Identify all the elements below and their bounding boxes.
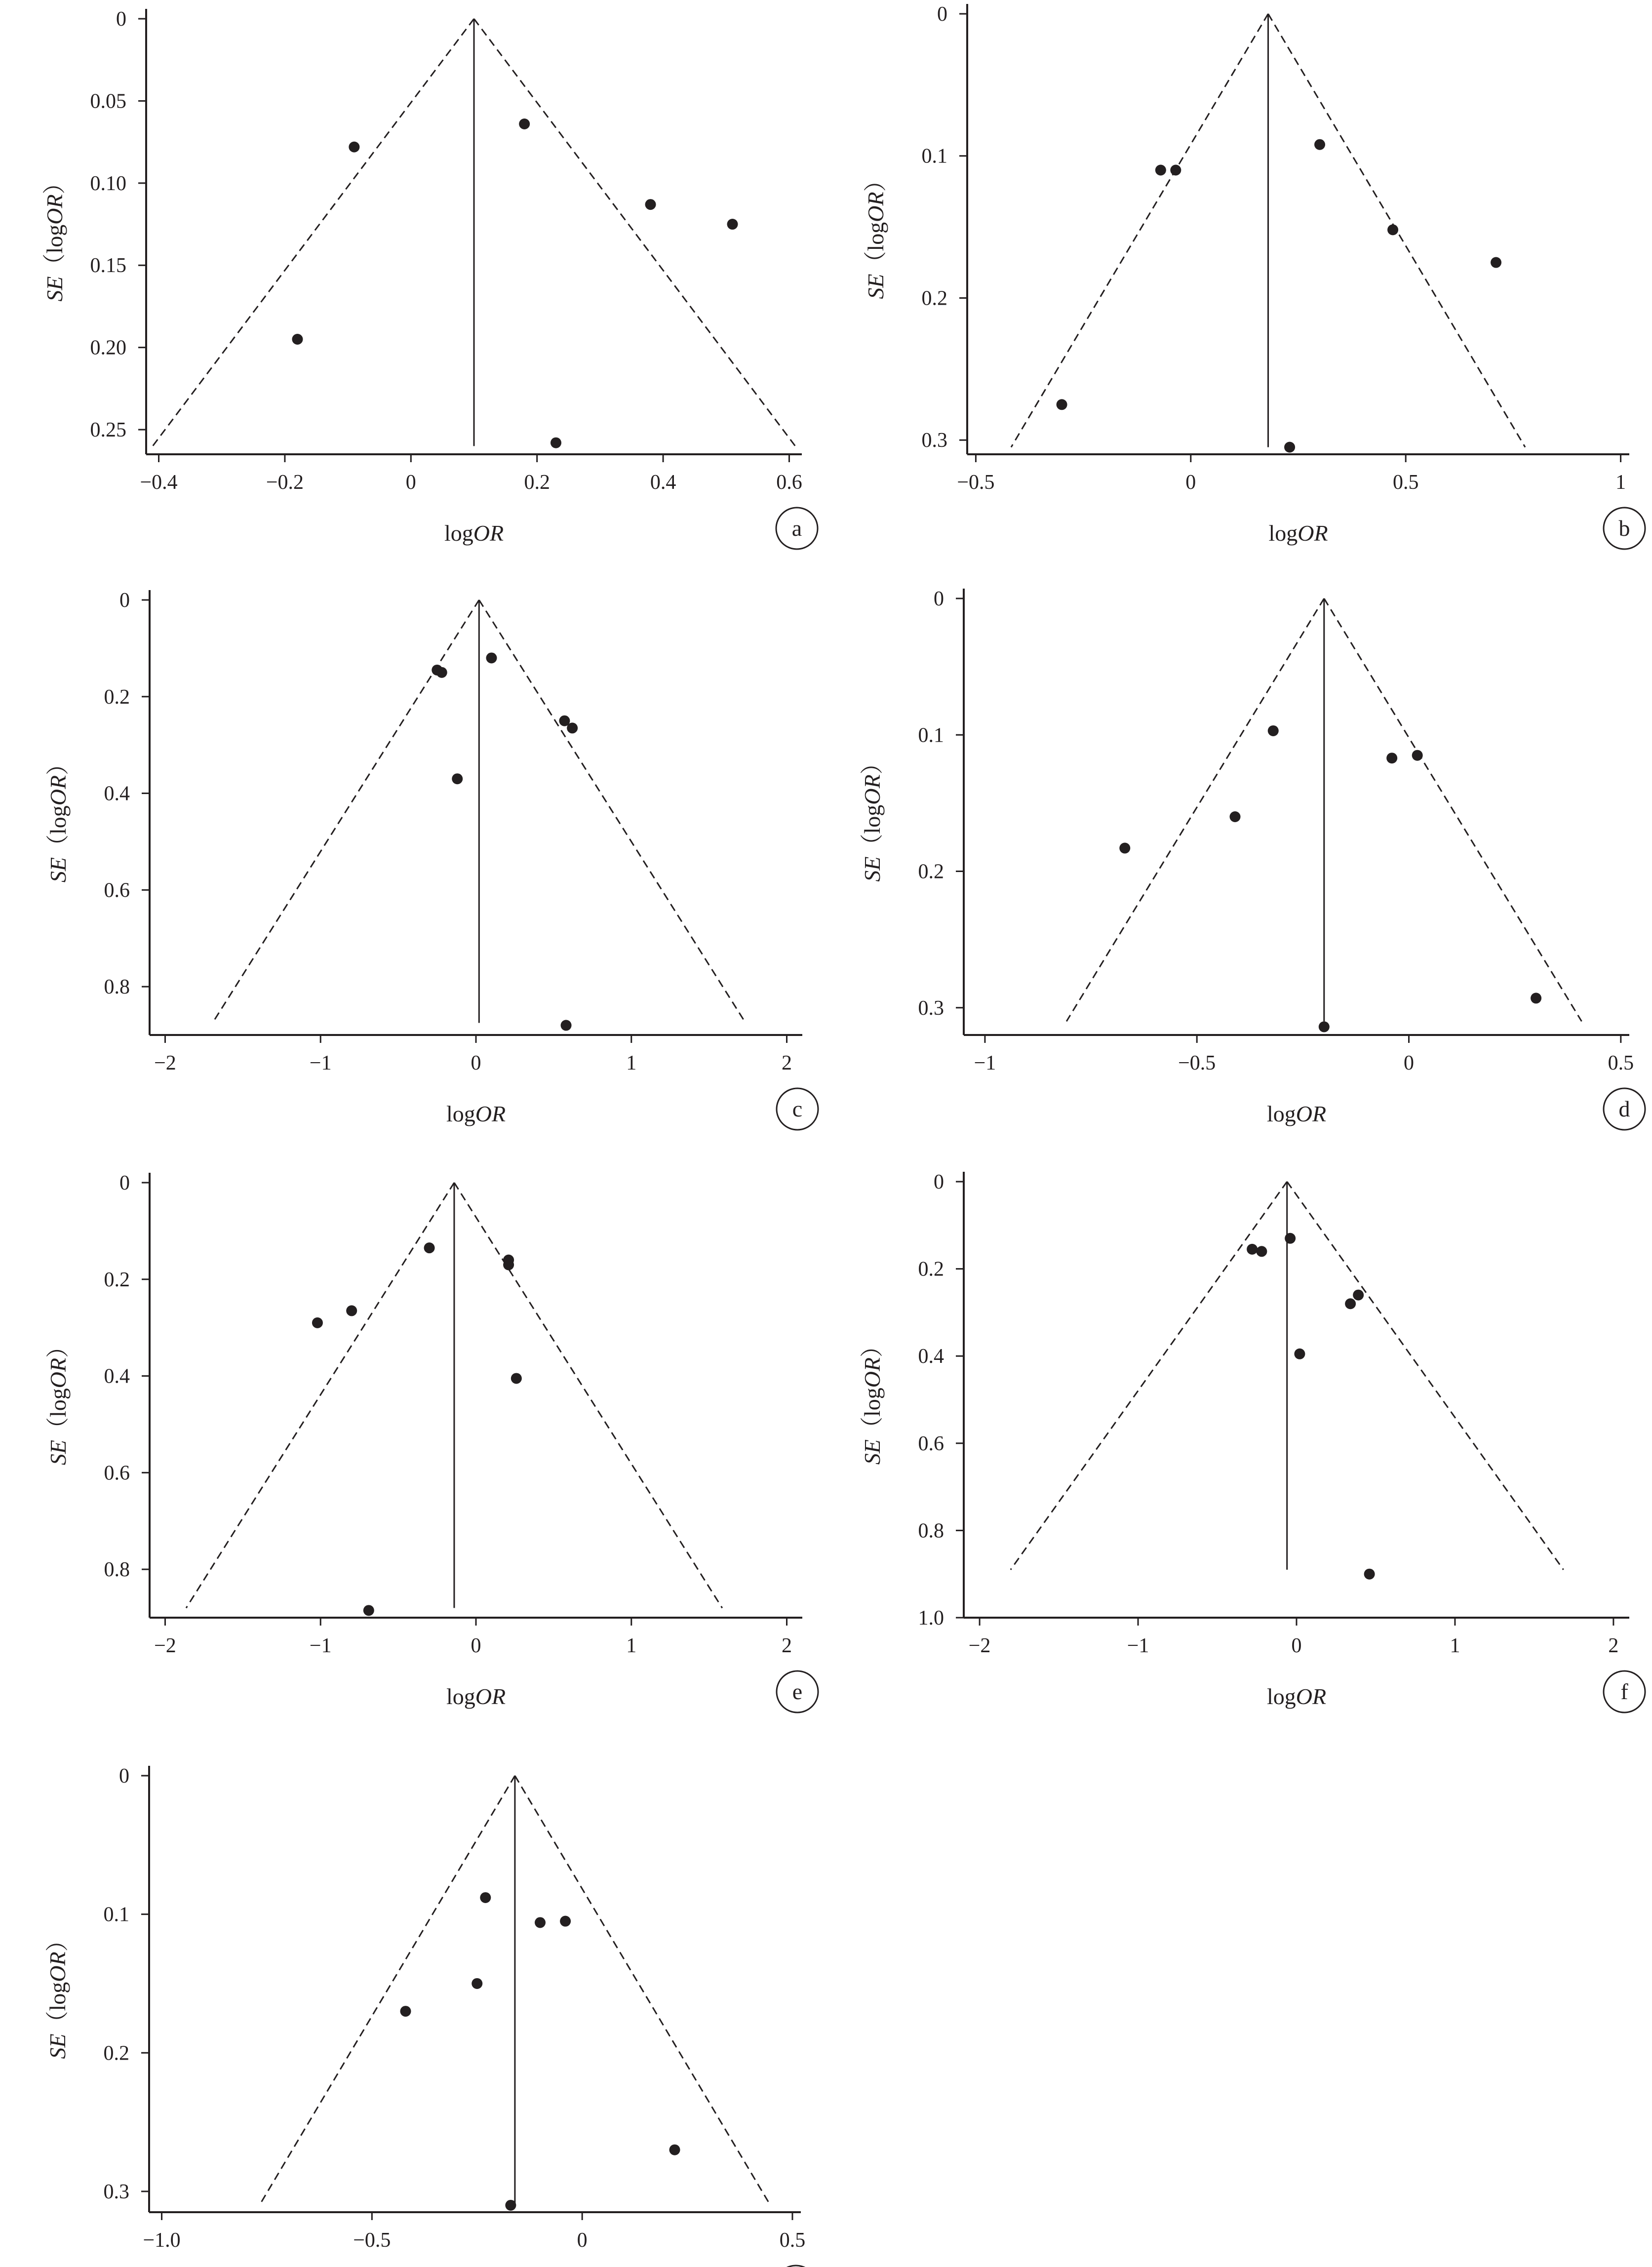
study-point: [1412, 750, 1423, 761]
study-point: [1285, 1233, 1296, 1244]
x-tick-label: −1: [309, 1052, 332, 1074]
study-point: [1256, 1246, 1267, 1257]
study-point: [503, 1259, 514, 1270]
y-tick-label: 0.20: [90, 336, 126, 359]
y-tick-label: 0.1: [103, 1903, 129, 1926]
study-point: [1247, 1244, 1258, 1255]
y-tick-label: 0.6: [918, 1432, 944, 1455]
study-point: [1155, 165, 1166, 176]
study-point: [436, 667, 447, 678]
y-axis-title: SE（logOR）: [860, 752, 885, 882]
study-point: [1387, 224, 1398, 235]
x-tick-label: 0: [405, 471, 416, 494]
panel-label: b: [1618, 516, 1630, 541]
study-point: [727, 219, 738, 230]
x-axis-title: logOR: [1266, 1101, 1327, 1126]
y-tick-label: 0.8: [104, 1558, 130, 1582]
x-tick-label: −2: [154, 1634, 176, 1657]
y-tick-label: 0.3: [918, 996, 944, 1020]
x-tick-label: −0.4: [140, 471, 178, 494]
study-point: [1294, 1349, 1305, 1359]
y-tick-label: 0.2: [104, 685, 130, 709]
x-tick-label: −2: [968, 1634, 991, 1657]
funnel-panel-f: [860, 1171, 1645, 1712]
funnel-left-limit: [1011, 1182, 1287, 1570]
x-axis-title: logOR: [446, 1684, 506, 1709]
x-tick-label: 1: [626, 1052, 637, 1074]
funnel-panel-e: [45, 1172, 818, 1712]
funnel-right-limit: [474, 19, 795, 446]
study-point: [1386, 753, 1397, 763]
study-point: [1057, 399, 1067, 410]
study-point: [452, 773, 463, 784]
panel-label: c: [792, 1096, 803, 1121]
y-tick-label: 0.3: [103, 2180, 129, 2203]
study-point: [1353, 1290, 1364, 1301]
study-point: [561, 1020, 572, 1031]
study-point: [645, 199, 656, 210]
funnel-left-limit: [259, 1776, 514, 2205]
x-tick-label: 2: [782, 1634, 792, 1657]
x-axis-title: logOR: [1268, 520, 1328, 546]
study-point: [560, 1916, 571, 1927]
y-tick-label: 0.3: [921, 429, 947, 452]
funnel-right-limit: [479, 600, 746, 1023]
study-point: [1284, 442, 1295, 453]
x-axis-title: logOR: [446, 1101, 506, 1126]
y-tick-label: 0.2: [918, 1258, 944, 1281]
x-tick-label: −1: [1127, 1634, 1149, 1657]
y-axis-title: SE（logOR）: [45, 752, 71, 883]
y-axis-title: SE（logOR）: [45, 1335, 71, 1466]
y-tick-label: 0: [116, 8, 126, 31]
funnel-left-limit: [1011, 14, 1268, 447]
study-point: [1364, 1569, 1375, 1580]
panel-label: d: [1618, 1096, 1630, 1121]
y-tick-label: 0.4: [104, 1365, 130, 1388]
panel-label: f: [1620, 1679, 1628, 1704]
panel-label: a: [791, 516, 802, 541]
y-axis-title: SE（logOR）: [863, 169, 888, 299]
y-tick-label: 0.1: [921, 145, 947, 168]
study-point: [472, 1978, 482, 1989]
x-tick-label: −1: [309, 1634, 332, 1657]
x-tick-label: 0.5: [1392, 471, 1419, 494]
study-point: [292, 334, 303, 345]
study-point: [1230, 811, 1241, 822]
y-tick-label: 0: [934, 588, 944, 610]
study-point: [346, 1305, 357, 1316]
y-axis-title: SE（logOR）: [860, 1334, 885, 1465]
study-point: [1314, 139, 1325, 150]
study-point: [486, 652, 497, 663]
x-tick-label: −0.5: [353, 2229, 391, 2252]
x-tick-label: 0.6: [776, 471, 802, 494]
y-tick-label: 0.8: [104, 976, 130, 999]
y-tick-label: 0.2: [918, 860, 944, 883]
x-tick-label: 0.5: [1608, 1052, 1634, 1074]
x-tick-label: −1: [974, 1052, 996, 1074]
funnel-panel-b: [863, 3, 1645, 549]
x-tick-label: 2: [1608, 1634, 1619, 1657]
study-point: [480, 1892, 491, 1903]
x-tick-label: −1.0: [143, 2229, 181, 2252]
y-tick-label: 0.8: [918, 1519, 944, 1543]
y-tick-label: 0.4: [918, 1345, 944, 1368]
study-point: [424, 1242, 435, 1253]
x-tick-label: 1: [1615, 471, 1626, 494]
funnel-left-limit: [1066, 598, 1324, 1021]
study-point: [1119, 843, 1130, 854]
x-tick-label: 0.5: [779, 2229, 806, 2252]
x-tick-label: −0.5: [1178, 1052, 1216, 1074]
x-axis-title: logOR: [444, 520, 504, 546]
x-tick-label: 0: [471, 1052, 481, 1074]
study-point: [349, 142, 359, 153]
x-axis-title: logOR: [1266, 1684, 1327, 1709]
study-point: [519, 119, 530, 129]
x-tick-label: 1: [1450, 1634, 1460, 1657]
study-point: [669, 2145, 680, 2155]
study-point: [511, 1373, 522, 1384]
x-tick-label: −0.2: [266, 471, 304, 494]
funnel-right-limit: [1324, 598, 1582, 1021]
study-point: [535, 1917, 546, 1928]
x-tick-label: −2: [154, 1052, 176, 1074]
y-axis-title: SE（logOR）: [45, 1929, 70, 2059]
panel-label: e: [792, 1679, 803, 1704]
funnel-right-limit: [515, 1776, 770, 2205]
x-tick-label: 0: [471, 1634, 481, 1657]
y-tick-label: 0.2: [104, 1268, 130, 1291]
study-point: [400, 2006, 411, 2017]
study-point: [1531, 993, 1541, 1003]
study-point: [505, 2200, 516, 2211]
y-tick-label: 0.10: [90, 172, 126, 195]
funnel-panel-c: [45, 589, 818, 1130]
y-tick-label: 0.05: [90, 90, 126, 113]
y-tick-label: 0.4: [104, 782, 130, 805]
x-tick-label: 1: [626, 1634, 637, 1657]
y-tick-label: 0: [119, 589, 130, 612]
funnel-left-limit: [153, 19, 474, 446]
funnel-panel-g: [45, 1765, 817, 2267]
study-point: [567, 722, 578, 733]
study-point: [551, 437, 561, 448]
y-tick-label: 0.2: [103, 2042, 129, 2065]
study-point: [1319, 1021, 1330, 1032]
y-axis-title: SE（logOR）: [42, 171, 67, 302]
y-tick-label: 0.2: [921, 287, 947, 310]
y-tick-label: 0: [119, 1765, 129, 1788]
x-tick-label: 2: [782, 1052, 792, 1074]
study-point: [312, 1317, 323, 1328]
x-tick-label: 0: [1185, 471, 1196, 494]
funnel-right-limit: [454, 1183, 722, 1608]
x-tick-label: 0: [577, 2229, 588, 2252]
funnel-left-limit: [186, 1183, 454, 1608]
x-tick-label: 0: [1404, 1052, 1415, 1074]
x-tick-label: −0.5: [957, 471, 995, 494]
study-point: [1268, 725, 1279, 736]
y-tick-label: 0.6: [104, 1462, 130, 1485]
y-tick-label: 0.15: [90, 254, 126, 278]
y-tick-label: 1.0: [918, 1607, 944, 1630]
y-tick-label: 0: [119, 1172, 130, 1194]
study-point: [1491, 257, 1501, 268]
y-tick-label: 0.25: [90, 419, 126, 442]
study-point: [1170, 165, 1181, 176]
y-tick-label: 0.1: [918, 724, 944, 747]
x-tick-label: 0: [1291, 1634, 1302, 1657]
x-tick-label: 0.4: [650, 471, 676, 494]
y-tick-label: 0.6: [104, 879, 130, 902]
y-tick-label: 0: [937, 3, 947, 26]
y-tick-label: 0: [934, 1171, 944, 1193]
study-point: [363, 1605, 374, 1616]
funnel-panel-a: [42, 8, 818, 549]
funnel-panel-d: [860, 588, 1645, 1130]
funnel-left-limit: [212, 600, 479, 1023]
funnel-right-limit: [1287, 1182, 1564, 1570]
x-tick-label: 0.2: [524, 471, 550, 494]
study-point: [1345, 1298, 1356, 1309]
